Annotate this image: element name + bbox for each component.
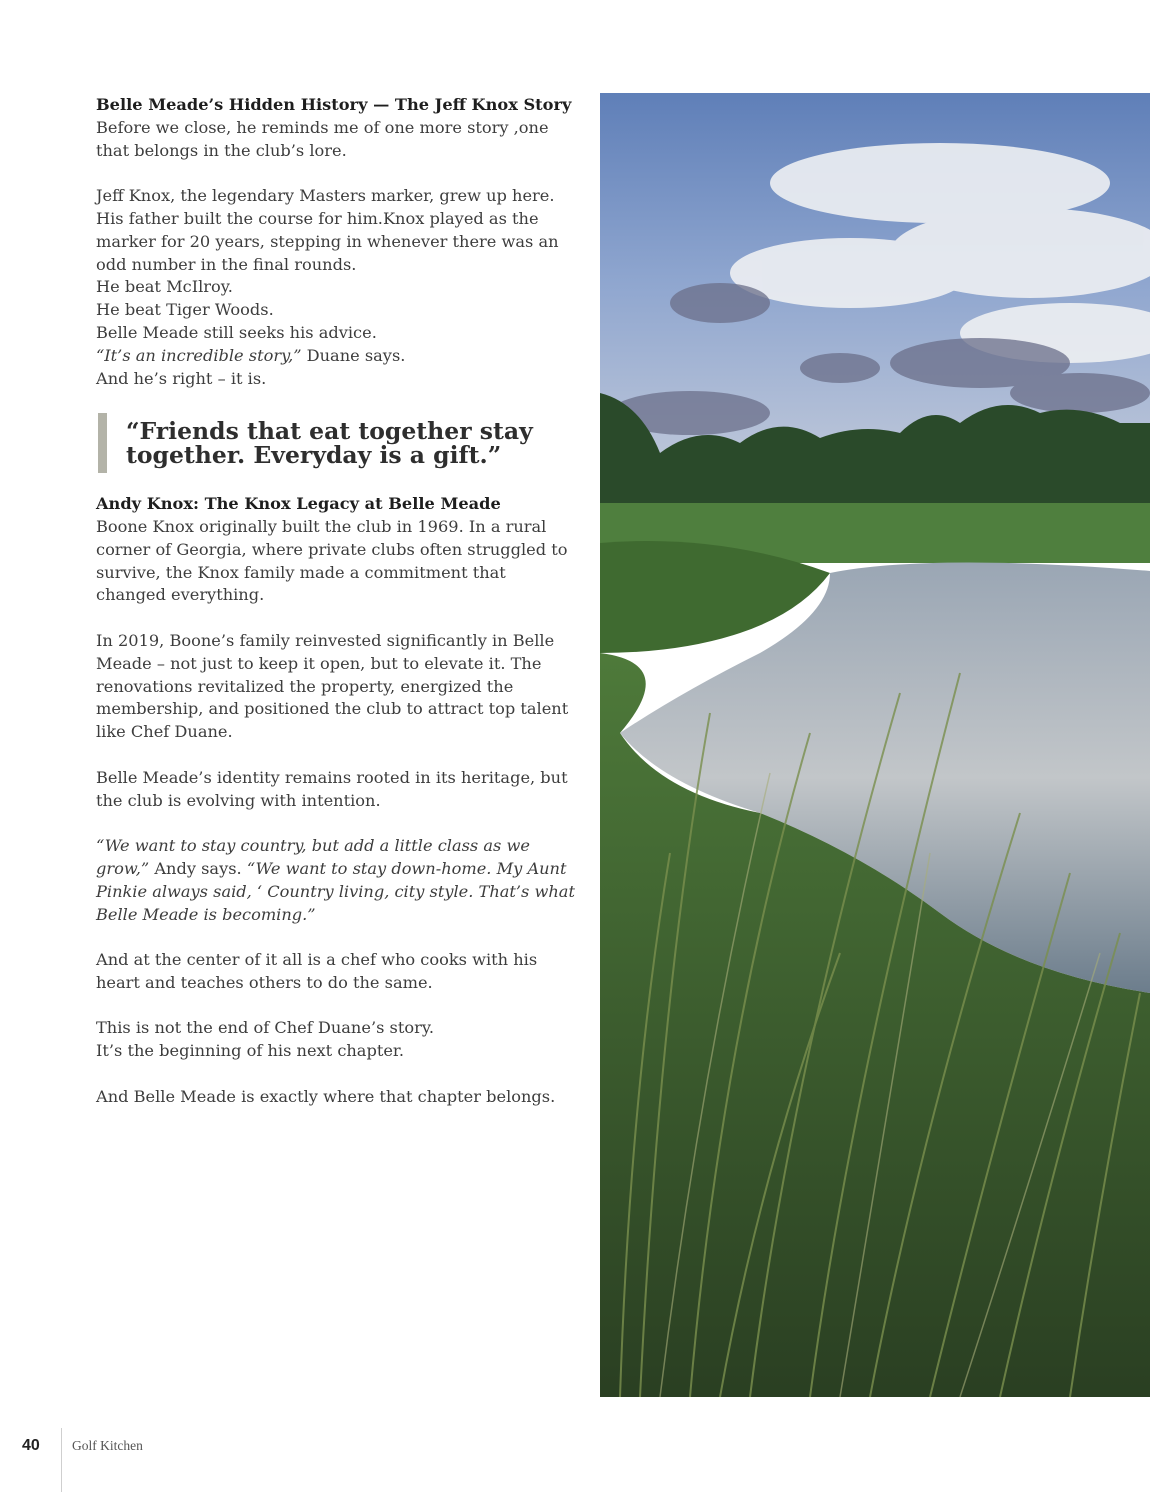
reinvestment-paragraph: In 2019, Boone’s family reinvested significantly in Belle Meade – not just to keep it open, but to elevate it. The renovations revitalized the property, energized the membership, and positioned the club to attract top talent like Chef Duane. [96,630,569,742]
section-1-intro: Before we close, he reminds me of one more story ,one that belongs in the club’s lore. [96,117,549,160]
article-column [96,94,576,1131]
closing-line-1: This is not the end of Chef Duane’s story. [96,1018,434,1038]
knox-marker-paragraph: Jeff Knox, the legendary Masters marker, grew up here. His father built the course for him.Knox played as the marker for 20 years, stepping in whenever there was an odd number in the final rounds. [96,186,559,274]
andy-quote-a: “We want to stay country, but add a little class as we grow,” [96,836,530,878]
closing-paragraph [96,1017,576,1063]
final-line: And Belle Meade is exactly where that chapter belongs. [96,1086,556,1106]
line-beat-mcilroy: He beat McIlroy. [96,277,233,297]
boone-knox-paragraph: Boone Knox originally built the club in 1969. In a rural corner of Georgia, where private clubs often struggled to survive, the Knox family made a commitment that changed everything. [96,516,568,605]
line-right: And he’s right – it is. [96,368,267,388]
section-1-heading: Belle Meade’s Hidden History — The Jeff Knox Story [96,95,572,114]
pull-quote-line-1: “Friends that eat together stay [126,417,533,446]
page-number: 40 [22,1437,40,1454]
pull-quote-line-2: together. Everyday is a gift.” [126,441,502,470]
publication-name: Golf Kitchen [72,1438,143,1453]
section-1 [96,94,576,162]
andy-attribution: Andy says. [149,858,247,878]
line-advice: Belle Meade still seeks his advice. [96,322,377,342]
pull-quote-bar [98,413,107,473]
andy-quote-b: “We want to stay down-home. My Aunt Pinkie always said, ‘ Country living, city style. That’s what Belle Meade is becoming.” [96,858,575,924]
duane-attribution: Duane says. [301,345,406,365]
closing-line-2: It’s the beginning of his next chapter. [96,1041,405,1061]
landscape-photo [600,93,1150,1397]
chef-heart-paragraph: And at the center of it all is a chef who cooks with his heart and teaches others to do the same. [96,950,538,992]
andy-quote-paragraph [96,835,576,926]
footer-divider [61,1428,62,1492]
section-2-heading: Andy Knox: The Knox Legacy at Belle Meade [96,494,501,514]
duane-quote: “It’s an incredible story,” [96,345,302,365]
section-1-body [96,185,576,390]
identity-paragraph: Belle Meade’s identity remains rooted in its heritage, but the club is evolving with intention. [96,767,568,810]
section-2 [96,493,576,607]
duane-quote-line [96,345,576,368]
pull-quote [96,413,576,473]
line-beat-woods: He beat Tiger Woods. [96,300,274,320]
